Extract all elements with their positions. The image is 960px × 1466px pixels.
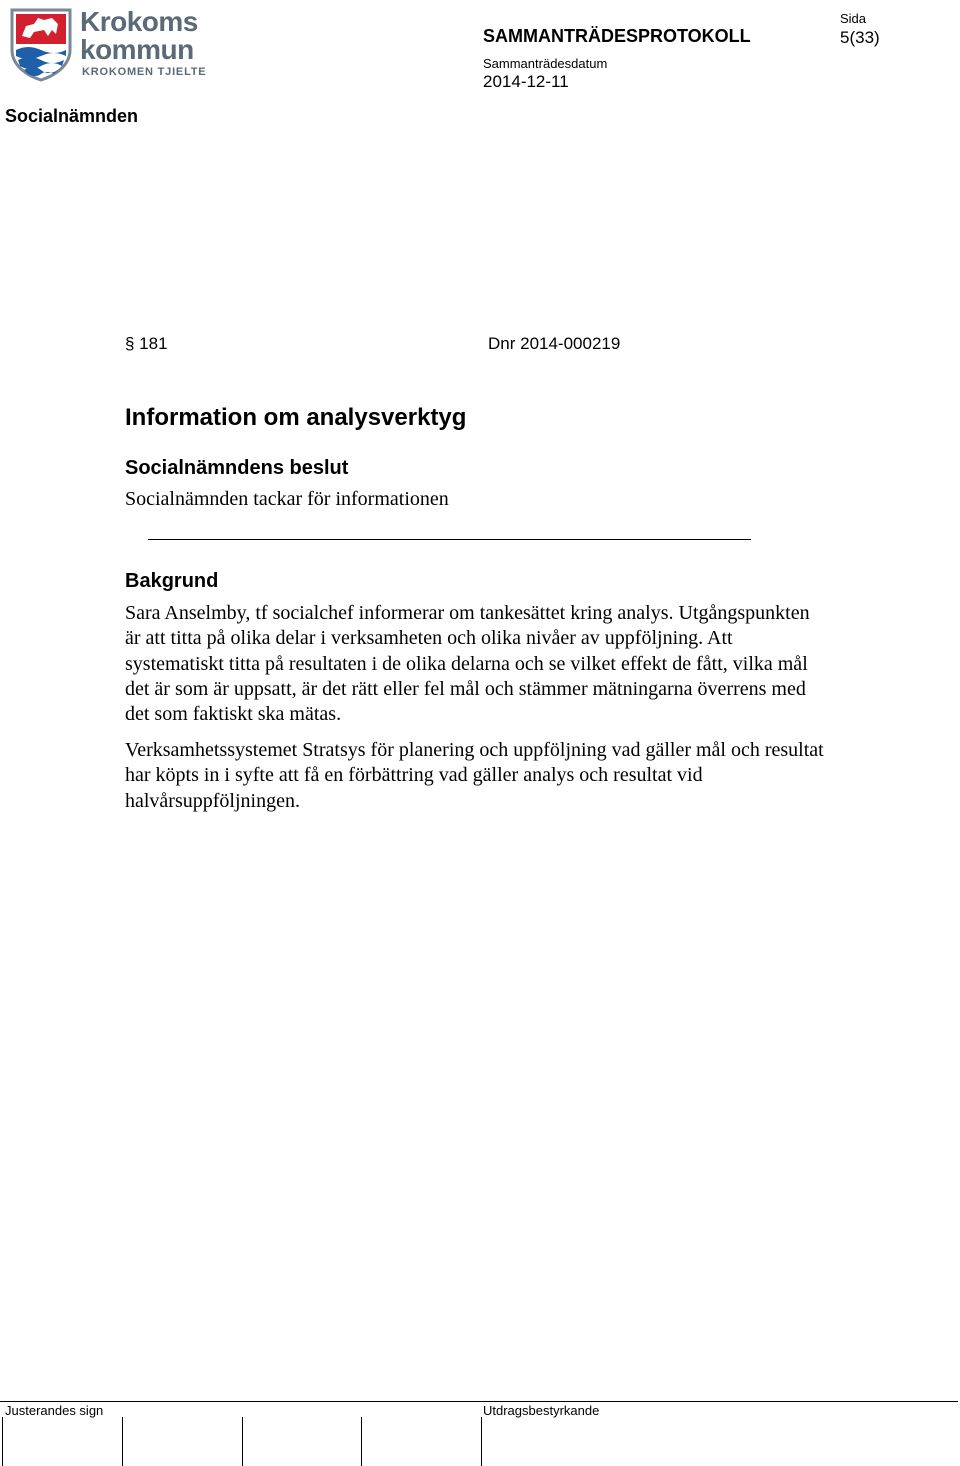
background-paragraph: Verksamhetssystemet Stratsys för planering och uppföljning vad gäller mål och resultat har köpts in i syfte att få en förbättring vad gäller analys och resultat vid halvårsuppföljningen. [125,739,824,812]
signature-box-divider [242,1417,243,1466]
paragraph-number: § 181 [125,334,168,353]
logo-subtitle: KROKOMEN TJIELTE [82,66,207,78]
extract-certification-label: Utdragsbestyrkande [483,1403,600,1418]
meeting-date-label: Sammanträdesdatum [483,56,608,71]
decision-heading: Socialnämndens beslut [125,457,349,479]
page-number: 5(33) [840,28,880,47]
organization-name: Socialnämnden [5,106,139,126]
section-divider [148,539,751,540]
logo-name-line2: kommun [80,34,194,65]
section-title: Information om analysverktyg [125,404,467,431]
page-label: Sida [840,11,867,26]
decision-text: Socialnämnden tackar för informationen [125,488,449,510]
document-type: SAMMANTRÄDESPROTOKOLL [483,26,751,46]
registration-number: Dnr 2014-000219 [488,334,621,353]
signature-label: Justerandes sign [5,1403,104,1418]
signature-box-divider [2,1417,3,1466]
signature-box-divider [122,1417,123,1466]
logo-name-line1: Krokoms [80,6,198,37]
background-heading: Bakgrund [125,570,219,592]
signature-box-divider [481,1417,482,1466]
meeting-date-value: 2014-12-11 [483,72,569,91]
footer-rule [0,1401,958,1402]
signature-box-divider [361,1417,362,1466]
background-paragraph: Sara Anselmby, tf socialchef informerar om tankesättet kring analys. Utgångspunkten är att titta på olika delar i verksamheten och olika nivåer av uppföljning. Att systematiskt titta på resultaten i de olika delarna och se vilket effekt de fått, vilka mål det är som är uppsatt, är det rätt eller fel mål och stämmer mätningarna överrens med det som faktiskt ska mätas. [125,602,810,726]
municipality-shield-icon [8,6,74,82]
